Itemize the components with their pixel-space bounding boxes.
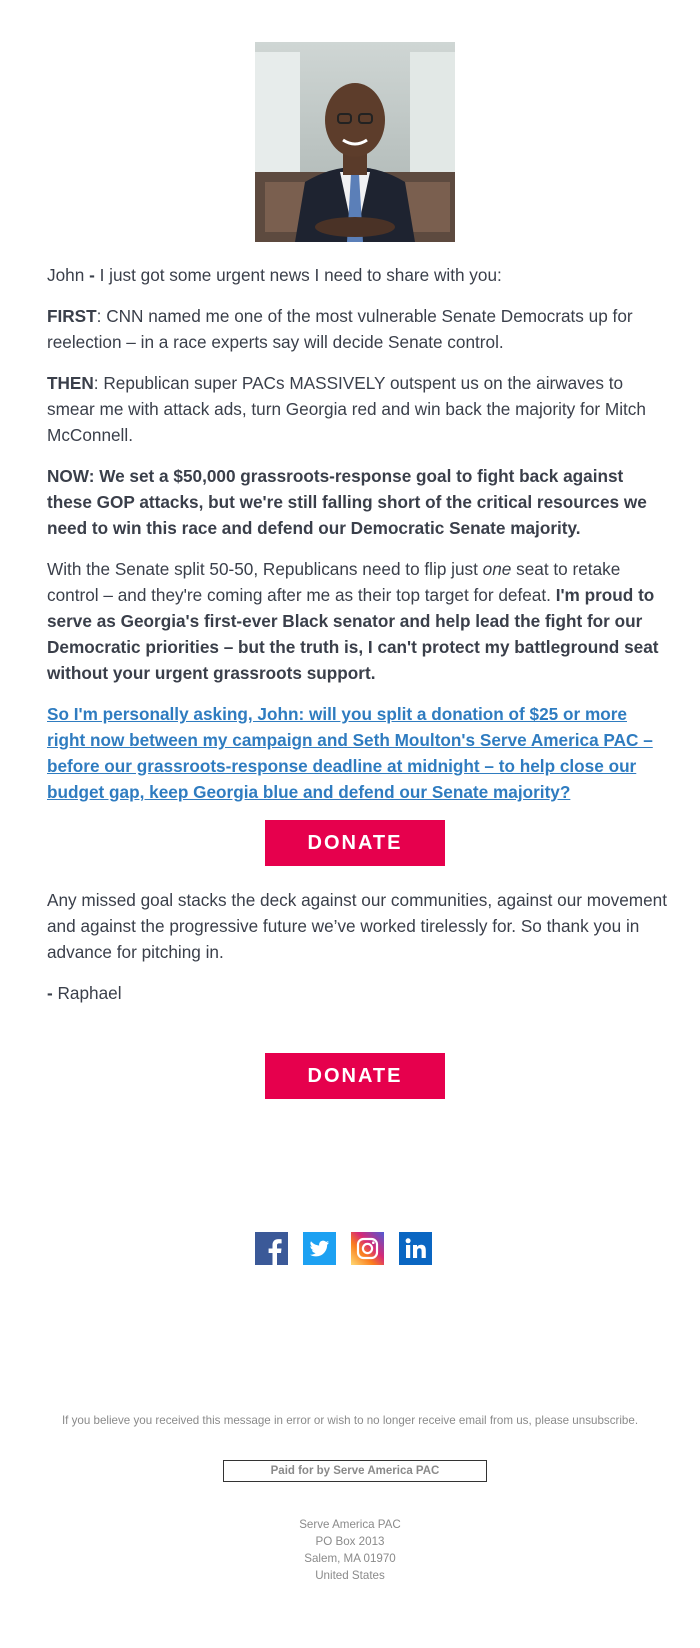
donate-button-secondary[interactable]: DONATE	[265, 1053, 445, 1099]
senate-paragraph: With the Senate split 50-50, Republicans need to flip just one seat to retake control – and they're coming after me as their top target for defeat. I'm proud to serve as Georgia's first-ever Black senator and help lead the fight for our Democratic priorities – but the truth is, I can't protect my battleground seat without your urgent grassroots support.	[47, 559, 659, 683]
donate-button[interactable]: DONATE	[265, 820, 445, 866]
candidate-photo	[255, 42, 455, 242]
first-paragraph: FIRST: CNN named me one of the most vulnerable Senate Democrats up for reelection – in a race experts say will decide Senate control.	[47, 306, 633, 352]
greeting-paragraph: John - I just got some urgent news I need to share with you:	[47, 265, 502, 285]
donation-ask-link[interactable]: So I'm personally asking, John: will you split a donation of $25 or more right now between my campaign and Seth Moulton's Serve America PAC – before our grassroots-response deadline at midnight – to help close our budget gap, keep Georgia blue and defend our Senate majority?	[47, 704, 653, 802]
then-paragraph: THEN: Republican super PACs MASSIVELY outspent us on the airwaves to smear me with attack ads, turn Georgia red and win back the majority for Mitch McConnell.	[47, 373, 646, 445]
linkedin-icon[interactable]	[399, 1232, 432, 1265]
unsubscribe-notice: If you believe you received this message in error or wish to no longer receive email from us, please unsubscribe.	[61, 1414, 639, 1427]
closing-body	[47, 887, 667, 1021]
address-line: Serve America PAC	[299, 1518, 401, 1531]
mailing-address	[0, 1516, 700, 1584]
message-body	[47, 262, 667, 820]
missed-goal-paragraph: Any missed goal stacks the deck against our communities, against our movement and against the progressive future we’ve worked tirelessly for. So thank you in advance for pitching in.	[47, 890, 668, 962]
address-line: United States	[315, 1569, 385, 1582]
facebook-icon[interactable]	[255, 1232, 288, 1265]
instagram-icon[interactable]	[351, 1232, 384, 1265]
recipient-name: John	[47, 265, 85, 285]
paid-for-disclaimer: Paid for by Serve America PAC	[223, 1460, 487, 1482]
signoff: - Raphael	[47, 983, 122, 1003]
ask-paragraph	[47, 701, 667, 805]
now-paragraph: NOW: We set a $50,000 grassroots-response goal to fight back against these GOP attacks, but we're still falling short of the critical resources we need to win this race and defend our Democratic Senate majority.	[47, 466, 647, 538]
address-line: PO Box 2013	[315, 1535, 385, 1548]
twitter-icon[interactable]	[303, 1232, 336, 1265]
address-line: Salem, MA 01970	[304, 1552, 396, 1565]
